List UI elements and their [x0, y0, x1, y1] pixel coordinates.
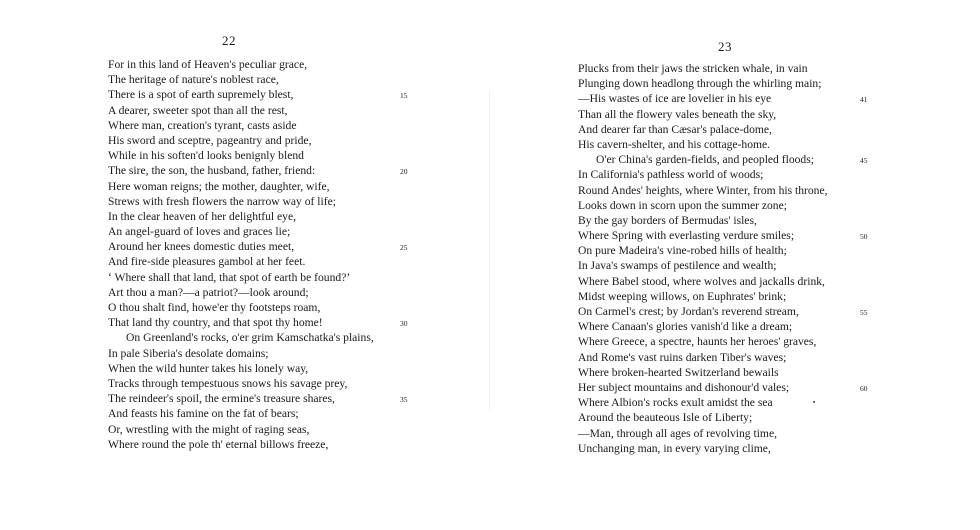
poem-line — [108, 87, 438, 102]
line-number: 30 — [400, 319, 408, 329]
poem-line-text: Round Andes' heights, where Winter, from his throne, — [578, 183, 828, 197]
line-number: 25 — [400, 243, 408, 253]
line-number: 45 — [860, 156, 868, 166]
poem-line-text: Where round the pole th' eternal billows freeze, — [108, 437, 329, 451]
poem-line-text: And fire-side pleasures gambol at her feet. — [108, 255, 306, 269]
poem-line-text: Or, wrestling with the might of raging seas, — [108, 422, 310, 436]
print-speck — [813, 401, 815, 403]
poem-line-text: In California's pathless world of woods; — [578, 168, 764, 182]
poem-line — [108, 285, 438, 300]
poem-line-text: The reindeer's spoil, the ermine's treasure shares, — [108, 392, 335, 406]
poem-line — [108, 239, 438, 254]
poem-line — [578, 61, 908, 76]
poem-line-text: Where Spring with everlasting verdure smiles; — [578, 229, 795, 243]
poem-line — [578, 395, 908, 410]
poem-line-text: On Greenland's rocks, o'er grim Kamschatka's plains, — [126, 331, 374, 345]
line-number: 15 — [400, 91, 408, 101]
poem-line-text: Unchanging man, in every varying clime, — [578, 441, 771, 455]
poem-line — [108, 270, 438, 285]
poem-line — [108, 72, 438, 87]
poem-line — [108, 57, 438, 72]
poem-line-text: Her subject mountains and dishonour'd vales; — [578, 380, 790, 394]
line-number: 35 — [400, 395, 408, 405]
poem-line-text: Here woman reigns; the mother, daughter, wife, — [108, 179, 330, 193]
poem-line-text: Strews with fresh flowers the narrow way of life; — [108, 194, 336, 208]
poem-line-text: Looks down in scorn upon the summer zone; — [578, 198, 787, 212]
line-number: 20 — [400, 167, 408, 177]
poem-line-text: And dearer far than Cæsar's palace-dome, — [578, 122, 772, 136]
poem-line-text: While in his soften'd looks benignly blend — [108, 149, 304, 163]
poem-line-text: Where Babel stood, where wolves and jackalls drink, — [578, 274, 825, 288]
right-page — [490, 0, 980, 530]
poem-line — [578, 76, 908, 91]
poem-line — [108, 315, 438, 330]
poem-line — [578, 274, 908, 289]
poem-line-text: For in this land of Heaven's peculiar grace, — [108, 58, 308, 71]
poem-line-text: That land thy country, and that spot thy home! — [108, 316, 323, 330]
poem-line-text: When the wild hunter takes his lonely way, — [108, 361, 309, 375]
poem-line-text: Plucks from their jaws the stricken whale, in vain — [578, 62, 808, 75]
poem-line — [578, 365, 908, 380]
poem-lines-left — [108, 57, 438, 452]
poem-line-text: By the gay borders of Bermudas' isles, — [578, 213, 757, 227]
poem-line-text: Where broken-hearted Switzerland bewails — [578, 365, 779, 379]
poem-line — [578, 137, 908, 152]
poem-line-text: In Java's swamps of pestilence and wealth; — [578, 259, 777, 273]
line-number: 50 — [860, 232, 868, 242]
poem-line-text: And Rome's vast ruins darken Tiber's waves; — [578, 350, 787, 364]
poem-line — [578, 304, 908, 319]
poem-line — [108, 163, 438, 178]
line-number: 41 — [860, 95, 868, 105]
poem-line — [578, 183, 908, 198]
poem-line — [108, 179, 438, 194]
poem-line-text: Than all the flowery vales beneath the sky, — [578, 107, 777, 121]
poem-line-text: In the clear heaven of her delightful eye, — [108, 209, 296, 223]
poem-line — [108, 118, 438, 133]
poem-line — [108, 224, 438, 239]
poem-line — [108, 422, 438, 437]
poem-line — [108, 361, 438, 376]
poem-line-text: —His wastes of ice are lovelier in his eye — [578, 92, 772, 106]
line-number: 55 — [860, 308, 868, 317]
poem-line — [108, 133, 438, 148]
page-number-left: 22 — [222, 33, 236, 48]
line-number: 60 — [860, 383, 868, 393]
poem-line-text: Tracks through tempestuous snows his savage prey, — [108, 376, 348, 390]
poem-line — [578, 441, 908, 456]
poem-line-text: Where Albion's rocks exult amidst the sea — [578, 396, 773, 410]
poem-line-text: On pure Madeira's vine-robed hills of health; — [578, 244, 787, 258]
poem-line — [108, 300, 438, 315]
poem-line-text: His sword and sceptre, pageantry and pride, — [108, 133, 312, 147]
page-number-right: 23 — [718, 39, 732, 54]
poem-line-text: An angel-guard of loves and graces lie; — [108, 225, 291, 239]
poem-line — [578, 258, 908, 273]
poem-line — [578, 213, 908, 228]
poem-line — [108, 376, 438, 391]
poem-line — [578, 319, 908, 334]
poem-line — [578, 167, 908, 182]
poem-line — [108, 346, 438, 361]
poem-line-text: —Man, through all ages of revolving time, — [578, 426, 777, 440]
poem-line — [108, 103, 438, 118]
poem-line — [108, 194, 438, 209]
poem-line-text: A dearer, sweeter spot than all the rest, — [108, 103, 288, 117]
poem-line-text: The heritage of nature's noblest race, — [108, 73, 279, 87]
poem-line — [578, 152, 908, 167]
poem-line — [108, 437, 438, 452]
poem-line — [578, 91, 908, 106]
poem-line — [578, 289, 908, 304]
poem-line-text: Midst weeping willows, on Euphrates' brink; — [578, 289, 787, 303]
poem-lines-right — [578, 61, 908, 456]
poem-line-text: O thou shalt find, howe'er thy footsteps roam, — [108, 301, 321, 314]
poem-line — [578, 426, 908, 441]
poem-line-text: Where Greece, a spectre, haunts her heroes' graves, — [578, 335, 817, 349]
poem-line — [578, 380, 908, 395]
poem-line — [578, 198, 908, 213]
poem-line-text: His cavern-shelter, and his cottage-home. — [578, 137, 771, 151]
poem-line-text: In pale Siberia's desolate domains; — [108, 346, 269, 360]
poem-line-text: O'er China's garden-fields, and peopled floods; — [596, 153, 814, 167]
poem-line — [578, 410, 908, 425]
poem-line — [578, 334, 908, 349]
poem-line — [108, 254, 438, 269]
poem-line — [578, 107, 908, 122]
poem-line-text: The sire, the son, the husband, father, friend: — [108, 164, 316, 178]
poem-line — [108, 391, 438, 406]
poem-line-text: There is a spot of earth supremely blest, — [108, 88, 294, 102]
poem-line — [108, 148, 438, 163]
poem-line — [108, 330, 438, 345]
poem-line-text: Where Canaan's glories vanish'd like a dream; — [578, 320, 793, 334]
poem-line — [108, 209, 438, 224]
poem-line-text: Art thou a man?—a patriot?—look around; — [108, 285, 309, 299]
poem-line-text: Around the beauteous Isle of Liberty; — [578, 411, 753, 425]
poem-line — [578, 228, 908, 243]
poem-line — [578, 243, 908, 258]
poem-line — [108, 406, 438, 421]
poem-line-text: On Carmel's crest; by Jordan's reverend stream, — [578, 305, 799, 318]
poem-line-text: Around her knees domestic duties meet, — [108, 240, 295, 254]
poem-line-text: And feasts his famine on the fat of bears; — [108, 407, 299, 421]
poem-line-text: Plunging down headlong through the whirling main; — [578, 77, 822, 91]
poem-line — [578, 122, 908, 137]
poem-line-text: ‘ Where shall that land, that spot of earth be found?’ — [108, 270, 351, 284]
poem-line-text: Where man, creation's tyrant, casts aside — [108, 118, 297, 132]
poem-line — [578, 350, 908, 365]
